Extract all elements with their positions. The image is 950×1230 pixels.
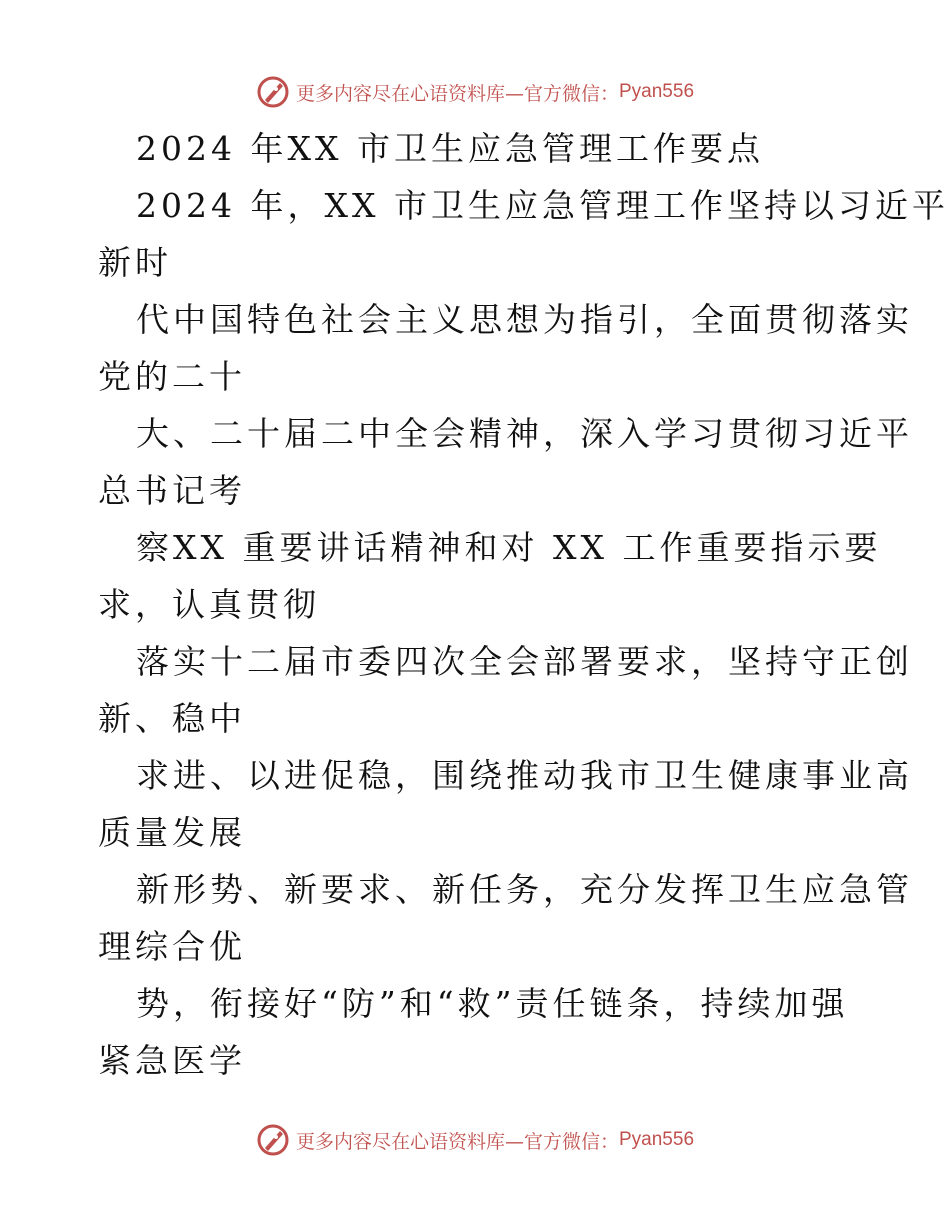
paragraph-line: 大、二十届二中全会精神，深入学习贯彻习近平 — [136, 414, 913, 453]
paragraph-line: 求进、以进促稳，围绕推动我市卫生健康事业高 — [136, 756, 913, 795]
paragraph-line: 总书记考 — [98, 471, 246, 510]
paragraph-line: 理综合优 — [98, 927, 246, 966]
paragraph-line: 代中国特色社会主义思想为指引，全面贯彻落实 — [136, 300, 913, 339]
paragraph-line: 党的二十 — [98, 357, 246, 396]
paragraph-line: 新时 — [98, 243, 172, 282]
paragraph-line: 势，衔接好“防”和“救”责任链条，持续加强 — [136, 984, 849, 1023]
paragraph-line: 落实十二届市委四次全会部署要求，坚持守正创 — [136, 642, 913, 681]
banner-wechat-id: Pyan556 — [619, 1129, 695, 1150]
banner-wechat-id: Pyan556 — [619, 81, 695, 102]
document-body — [98, 120, 949, 1089]
paragraph-line: 求，认真贯彻 — [98, 585, 320, 624]
paragraph-line: 察XX 重要讲话精神和对 XX 工作重要指示要 — [136, 528, 882, 567]
paragraph-line: 紧急医学 — [98, 1041, 246, 1080]
banner-text: 更多内容尽在心语资料库—官方微信： — [295, 1130, 619, 1153]
paragraph-line: 质量发展 — [98, 813, 246, 852]
header-banner — [0, 72, 950, 112]
banner-text: 更多内容尽在心语资料库—官方微信： — [295, 82, 619, 105]
document-title: 2024 年XX 市卫生应急管理工作要点 — [136, 129, 764, 168]
quill-pen-seal-icon — [256, 75, 290, 109]
paragraph-line: 新形势、新要求、新任务，充分发挥卫生应急管 — [136, 870, 913, 909]
footer-banner — [0, 1120, 950, 1160]
paragraph-line: 新、稳中 — [98, 699, 246, 738]
paragraph-line: 2024 年，XX 市卫生应急管理工作坚持以习近平 — [136, 186, 949, 225]
quill-pen-seal-icon — [256, 1123, 290, 1157]
